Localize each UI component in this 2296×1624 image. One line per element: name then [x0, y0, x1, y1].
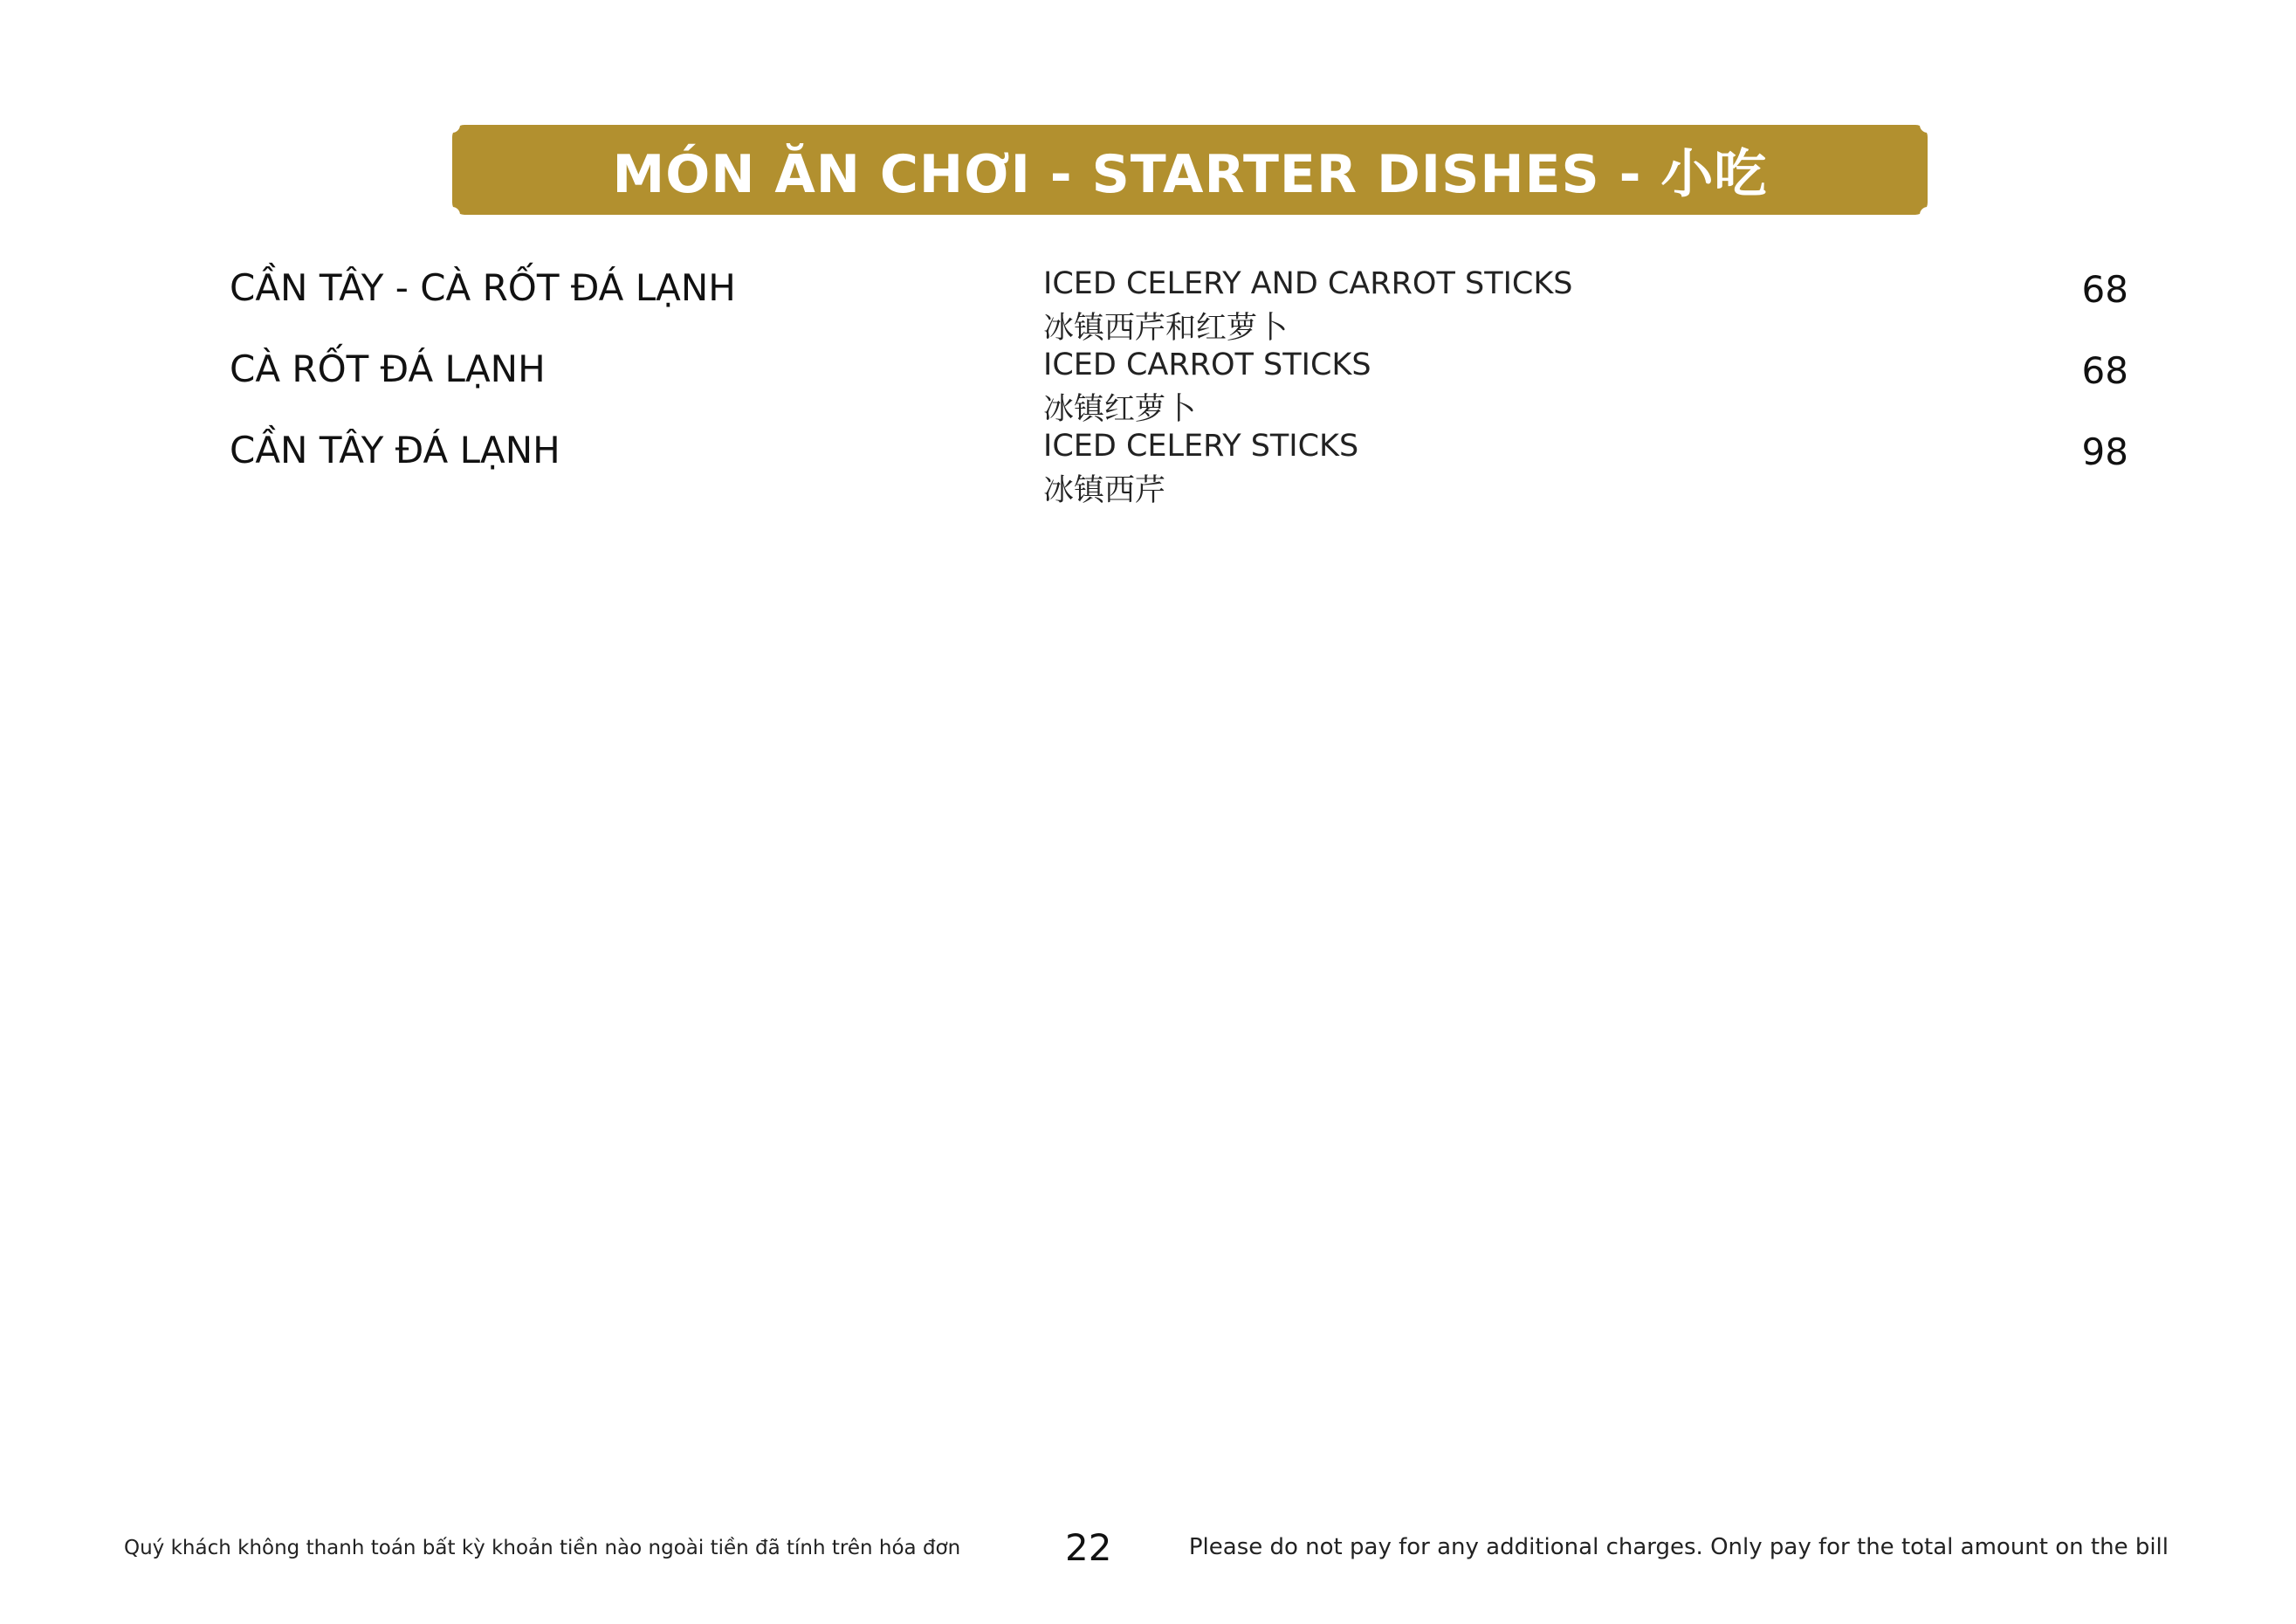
page-number: 22 [1065, 1526, 1112, 1569]
item-name-zh: 冰镇西芹 [1043, 473, 1166, 508]
banner-corner-notch [444, 117, 460, 133]
item-name-vi: CẦN TÂY ĐÁ LẠNH [230, 429, 560, 471]
section-title: MÓN ĂN CHƠI - STARTER DISHES - 小吃 [612, 143, 1768, 205]
item-name-en: ICED CELERY STICKS [1043, 429, 1359, 464]
item-name-zh: 冰镇西芹和红萝卜 [1043, 311, 1289, 346]
banner-corner-notch [1920, 117, 1935, 133]
item-price: 68 [2081, 349, 2128, 392]
footer-note-vi: Quý khách không thanh toán bất kỳ khoản tiền nào ngoài tiền đã tính trên hóa đơn [124, 1537, 961, 1559]
item-name-en: ICED CARROT STICKS [1043, 348, 1371, 382]
item-name-vi: CẦN TÂY - CÀ RỐT ĐÁ LẠNH [230, 266, 736, 309]
banner-corner-notch [444, 207, 460, 223]
menu-item [0, 429, 2296, 512]
footer-note-en: Please do not pay for any additional charges. Only pay for the total amount on the bill [1188, 1534, 2169, 1560]
section-banner [452, 125, 1928, 215]
item-name-en: ICED CELERY AND CARROT STICKS [1043, 266, 1573, 301]
item-price: 98 [2081, 430, 2128, 473]
menu-item [0, 266, 2296, 349]
banner-corner-notch [1920, 207, 1935, 223]
menu-item [0, 348, 2296, 430]
item-price: 68 [2081, 268, 2128, 311]
item-name-vi: CÀ RỐT ĐÁ LẠNH [230, 348, 546, 390]
item-name-zh: 冰镇红萝卜 [1043, 392, 1197, 427]
